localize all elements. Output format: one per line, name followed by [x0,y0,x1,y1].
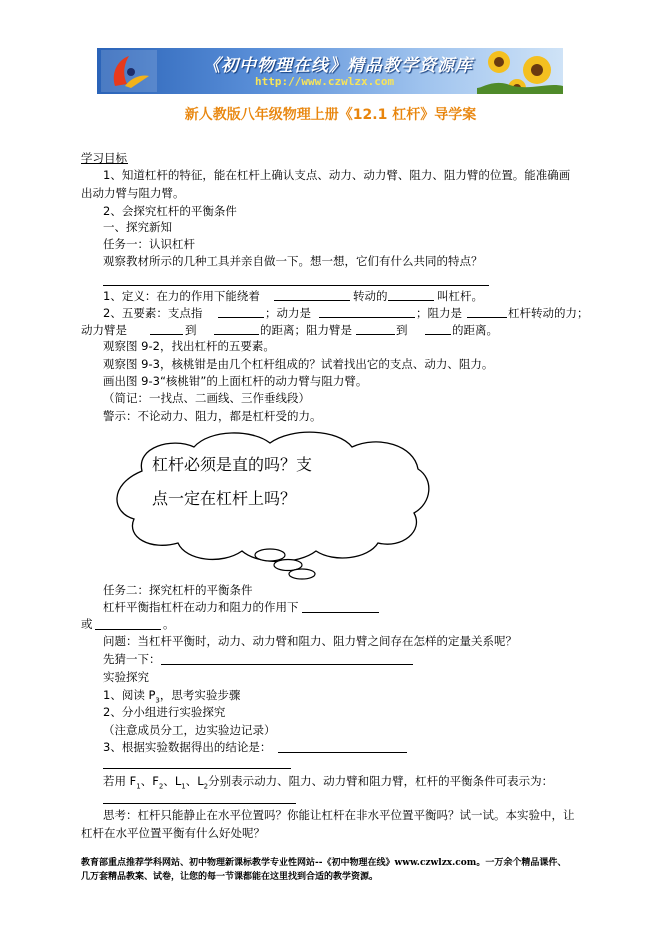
elements-g: 的距离；阻力臂是 [260,323,352,337]
observe-1: 观察教材所示的几种工具并亲自做一下。想一想，它们有什么共同的特点？ [103,254,483,268]
blank-line [302,612,379,613]
blank-line [95,629,161,630]
experiment-heading: 实验探究 [103,670,149,684]
blank-line [356,334,395,335]
question: 问题：当杠杆平衡时，动力、动力臂和阻力、阻力臂之间存在怎样的定量关系呢？ [103,634,517,648]
answer-line [103,285,489,286]
part-heading: 一、探究新知 [103,220,172,234]
answer-line [278,752,407,753]
cloud-text-line1: 杠杆必须是直的吗？支 [152,455,313,474]
elements-c: ；阻力是 [416,306,462,320]
step-2: 2、分小组进行实验探究 [103,705,226,719]
banner-title: 《初中物理在线》精品教学资源库 [203,56,473,76]
step-3: 3、根据实验数据得出的结论是： [103,740,272,754]
objective-2: 2、会探究杠杆的平衡条件 [103,204,237,218]
heading-underline [81,163,128,164]
warning: 警示：不论动力、阻力，都是杠杆受的力。 [103,409,322,423]
elements-d: 杠杆转动的力； [508,306,589,320]
elements-b: ；动力是 [265,306,311,320]
header-banner [97,48,563,94]
blank-line [467,317,507,318]
blank-line [218,317,264,318]
blank-line [319,317,415,318]
answer-line [161,664,413,665]
sunflower-image [477,48,563,94]
blank-line [274,300,350,301]
definition-b: 转动的 [353,289,388,303]
observe-3: 观察图 9-3，核桃钳是由几个杠杆组成的？试着找出它的支点、动力、阻力。 [103,357,494,371]
answer-line [103,768,291,769]
elements-i: 的距离。 [452,323,498,337]
answer-line [103,803,296,804]
logo-icon [101,50,157,92]
footer-line1: 教育部重点推荐学科网站、初中物理新课标教学专业性网站--《初中物理在线》www.czwlzx.com。一万余个精品课件、 [81,858,567,868]
condition-text: 若用 $F_1$、$F_2$、$L_1$、$L_2$分别表示动力、阻力、动力臂和阻力臂，杠杆的平衡条件可表示为： [103,774,554,791]
think-question-cont: 杠杆在水平位置平衡有什么好处呢？ [81,826,265,840]
task-2: 任务二：探究杠杆的平衡条件 [103,583,253,597]
document-title: 新人教版八年级物理上册《12.1 杠杆》导学案 [184,107,477,123]
step-1: 1、阅读 $P_3$，思考实验步骤 [103,688,241,705]
guess-label: 先猜一下： [103,652,161,666]
definition-c: 叫杠杆。 [437,289,483,303]
balance-definition: 杠杆平衡指杠杆在动力和阻力的作用下 [103,600,299,614]
balance-or: 或 [81,617,93,631]
objective-1-cont: 出动力臂与阻力臂。 [81,186,185,200]
think-question: 思考：杠杆只能静止在水平位置吗？你能让杠杆在非水平位置平衡吗？试一试。本实验中，让 [103,808,575,822]
elements-e: 动力臂是 [81,323,127,337]
task-1: 任务一：认识杠杆 [103,237,195,251]
objective-1: 1、知道杠杆的特征，能在杠杆上确认支点、动力、动力臂、阻力、阻力臂的位置。能准确画 [103,168,571,182]
blank-line [425,334,451,335]
elements-f: 到 [185,323,197,337]
blank-line [214,334,259,335]
draw-instruction: 画出图 9-3“核桃钳”的上面杠杆的动力臂与阻力臂。 [103,374,368,388]
definition-a: 1、定义：在力的作用下能绕着 [103,289,260,303]
footer-line2: 几万套精品教案、试卷，让您的每一节课都能在这里找到合适的教学资源。 [81,872,379,882]
step-2-note: （注意成员分工，边实验边记录） [103,723,276,737]
cloud-text-line2: 点一定在杠杆上吗？ [152,489,297,508]
blank-line [150,334,183,335]
tip: （简记：一找点、二画线、三作垂线段） [103,391,310,405]
elements-a: 2、五要素：支点指 [103,306,203,320]
balance-end: 。 [163,617,175,631]
elements-h: 到 [396,323,408,337]
section-heading: 学习目标 [81,151,127,165]
blank-line [388,300,434,301]
banner-url: http://www.czwlzx.com [255,75,395,88]
observe-2: 观察图 9-2，找出杠杆的五要素。 [103,339,275,353]
